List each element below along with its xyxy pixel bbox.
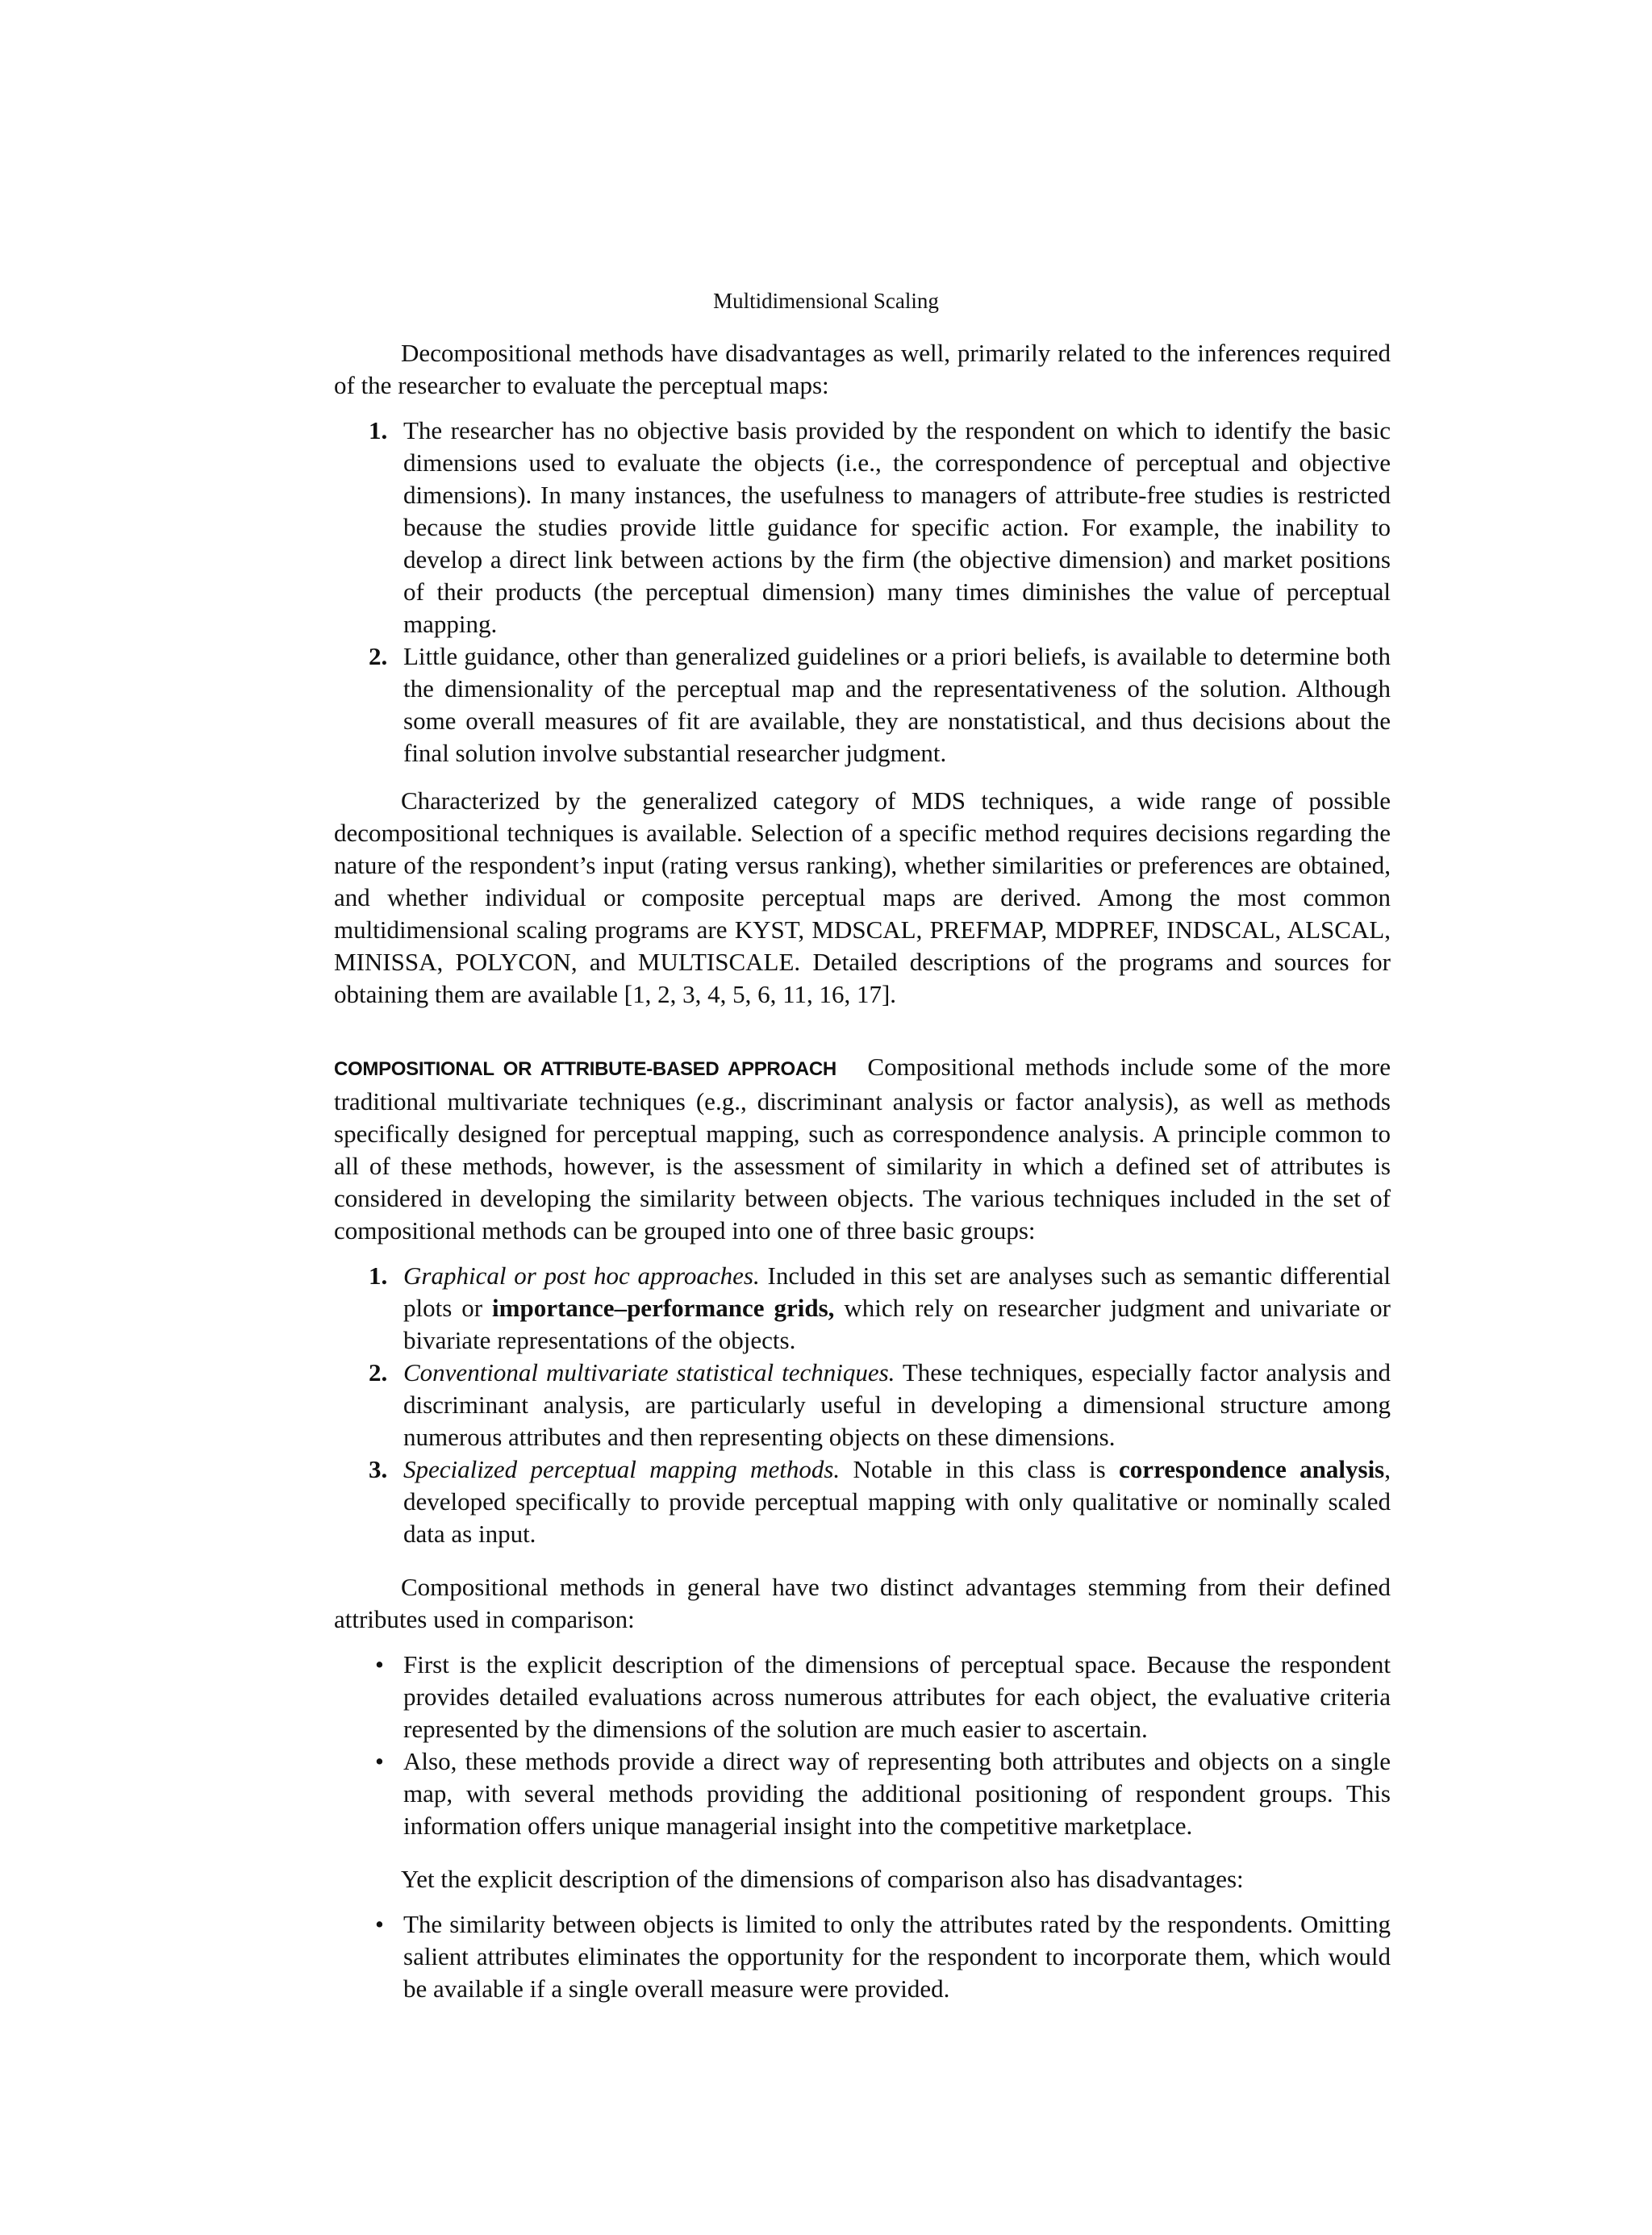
spacer: [334, 769, 1391, 785]
bullet-icon: •: [375, 1650, 384, 1678]
paragraph-decompositional-disadvantages: Decompositional methods have disadvantages as well, primarily related to the inferences required of the researcher to evaluate the perceptual maps:: [334, 339, 1391, 399]
list-item: [334, 1649, 1391, 1745]
spacer: [334, 1550, 1391, 1571]
list-item-text: , developed specifically to provide perceptual mapping with only qualitative or nominally scaled data as input.: [403, 1455, 1391, 1548]
paragraph-disadvantages: Yet the explicit description of the dimensions of comparison also has disadvantages:: [401, 1865, 1244, 1893]
bullet-list-disadvantages: [334, 1908, 1391, 2005]
section-heading: COMPOSITIONAL OR ATTRIBUTE-BASED APPROACH: [334, 1058, 836, 1080]
list-number: 1.: [369, 1261, 388, 1290]
section-lead-text: Compositional methods include some of the more traditional multivariate techniques (e.g., discriminant analysis or factor analysis), as well as methods specifically designed for perceptual mapping, such as correspondence analysis. A principle common to all of these methods, however, is the assessment of similarity in which a defined set of attributes is considered in developing the similarity between objects. The various techniques included in the set of compositional methods can be grouped into one of three basic groups:: [334, 1053, 1391, 1245]
key-term: importance–performance grids,: [492, 1294, 835, 1322]
bullet-icon: •: [375, 1910, 384, 1938]
list-item: [334, 1357, 1391, 1453]
running-head: Multidimensional Scaling: [713, 289, 939, 313]
numbered-list-compositional: [334, 1260, 1391, 1550]
paragraph-compositional-approach: [334, 1051, 1391, 1247]
key-term: correspondence analysis: [1119, 1455, 1385, 1483]
list-item: [334, 1908, 1391, 2005]
bullet-icon: •: [375, 1747, 384, 1775]
list-item-lead: Graphical or post hoc approaches.: [403, 1261, 760, 1290]
list-item: [334, 1453, 1391, 1550]
list-number: 3.: [369, 1455, 388, 1483]
list-item-lead: Specialized perceptual mapping methods.: [403, 1455, 841, 1483]
list-number: 1.: [369, 416, 388, 444]
list-item-text: The researcher has no objective basis provided by the respondent on which to identify the basic dimensions used to evaluate the objects (i.e., the correspondence of perceptual and objective dimensions). In many instances, the usefulness to managers of attribute-free studies is restricted because the studies provide little guidance for specific action. For example, the inability to develop a direct link between actions by the firm (the objective dimension) and market positions of their products (the perceptual dimension) many times diminishes the value of perceptual mapping.: [403, 416, 1391, 638]
paragraph-mds-techniques: Characterized by the generalized category of MDS techniques, a wide range of possible decompositional techniques is available. Selection of a specific method requires decisions regarding the nature of the respondent’s input (rating versus ranking), whether similarities or preferences are obtained, and whether individual or composite perceptual maps are derived. Among the most common multidimensional scaling programs are KYST, MDSCAL, PREFMAP, MDPREF, INDSCAL, ALSCAL, MINISSA, POLYCON, and MULTISCALE. Detailed descriptions of the programs and sources for obtaining them are available [1, 2, 3, 4, 5, 6, 11, 16, 17].: [334, 786, 1391, 1008]
list-item-text: Notable in this class is: [840, 1455, 1120, 1483]
spacer: [334, 1011, 1391, 1051]
numbered-list-decompositional: [334, 415, 1391, 769]
list-item-text: which rely on researcher judgment and univariate or bivariate representations of the objects.: [403, 1294, 1391, 1354]
list-item-text: The similarity between objects is limited to only the attributes rated by the respondents. Omitting salient attributes eliminates the opportunity for the respondent to incorporate them, which would be available if a single overall measure were provided.: [403, 1910, 1391, 2003]
list-item-text: Little guidance, other than generalized guidelines or a priori beliefs, is available to determine both the dimensionality of the perceptual map and the representativeness of the solution. Although some overall measures of fit are available, they are nonstatistical, and thus decisions about the final solution involve substantial researcher judgment.: [403, 642, 1391, 767]
list-item-text: Included in this set are analyses such as semantic differential plots or: [403, 1261, 1391, 1322]
list-item-lead: Conventional multivariate statistical techniques.: [403, 1358, 895, 1386]
list-number: 2.: [369, 642, 388, 670]
spacer: [334, 1842, 1391, 1863]
body-text: [334, 337, 1391, 2005]
list-number: 2.: [369, 1358, 388, 1386]
list-item: [334, 640, 1391, 769]
list-item-text: Also, these methods provide a direct way of representing both attributes and objects on a single map, with several methods providing the additional positioning of respondent groups. This information offers unique managerial insight into the competitive marketplace.: [403, 1747, 1391, 1840]
list-item-text: First is the explicit description of the dimensions of perceptual space. Because the respondent provides detailed evaluations across numerous attributes for each object, the evaluative criteria represented by the dimensions of the solution are much easier to ascertain.: [403, 1650, 1391, 1743]
paragraph-compositional-advantages: Compositional methods in general have two distinct advantages stemming from their defined attributes used in comparison:: [334, 1573, 1391, 1633]
list-item: [334, 1260, 1391, 1357]
list-item: [334, 415, 1391, 640]
list-item: [334, 1745, 1391, 1842]
list-item-text: These techniques, especially factor analysis and discriminant analysis, are particularly useful in developing a dimensional structure among numerous attributes and then representing objects on these dimensions.: [403, 1358, 1391, 1451]
bullet-list-advantages: [334, 1649, 1391, 1842]
